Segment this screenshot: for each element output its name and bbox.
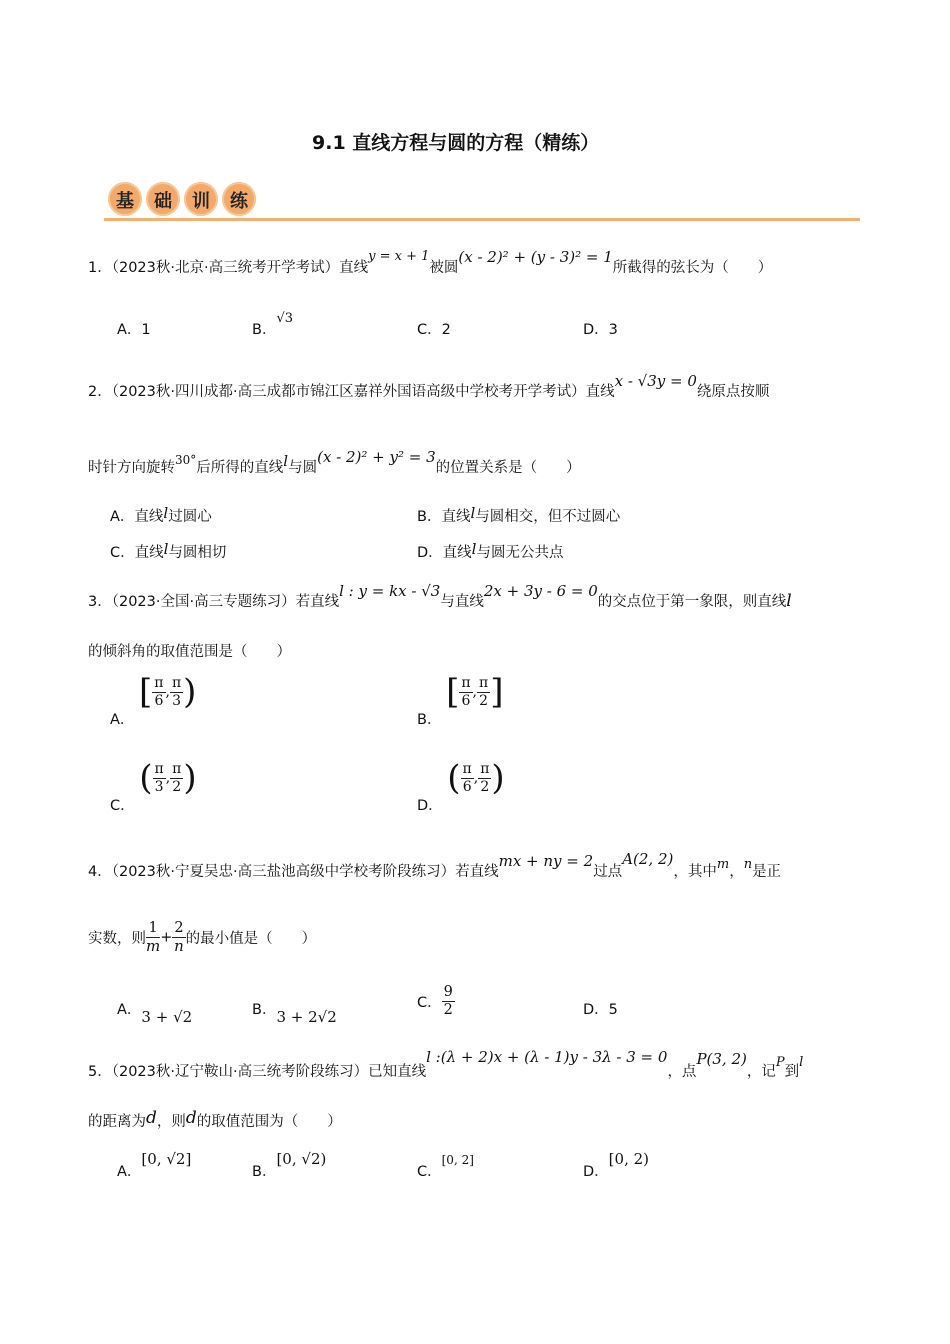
option-a[interactable] <box>110 672 197 728</box>
question-text: ，记 <box>746 1064 776 1080</box>
question-text: ，则 <box>156 1114 186 1130</box>
question-number: 5． <box>88 1064 112 1080</box>
line-equation: y = x + 1 <box>368 249 430 264</box>
fraction-denominator: 3 <box>154 778 164 795</box>
option-label: A． <box>117 1164 142 1180</box>
section-badge: 练 <box>222 182 256 216</box>
fraction <box>442 984 455 1019</box>
bracket: ] <box>490 672 504 712</box>
option-b[interactable] <box>252 311 294 339</box>
circle-equation: (x - 2)² + (y - 3)² = 1 <box>458 248 613 266</box>
option-c[interactable] <box>110 541 226 562</box>
bracket: ( <box>447 758 461 798</box>
option-label: A． <box>117 1002 142 1018</box>
option-label: C． <box>110 798 135 814</box>
fraction <box>146 920 160 955</box>
question-number: 3． <box>88 594 112 610</box>
question-source: （2023秋·宁夏吴忠·高三盐池高级中学校考阶段练习）若直线 <box>111 864 499 880</box>
option-value: 2 <box>441 322 451 338</box>
question-text: ， <box>729 864 744 880</box>
option-c[interactable] <box>417 318 451 339</box>
fraction-numerator: π <box>461 674 471 691</box>
fraction-numerator: π <box>171 674 182 691</box>
option-label: C． <box>417 1164 442 1180</box>
question-text: 与直线 <box>440 594 484 610</box>
option-c[interactable] <box>417 1153 474 1181</box>
section-divider <box>104 218 860 221</box>
question-1 <box>88 248 773 277</box>
option-text: 与圆相切 <box>168 545 227 561</box>
question-text: ，其中 <box>673 864 717 880</box>
fraction-numerator: π <box>172 760 182 777</box>
option-d[interactable] <box>417 541 563 562</box>
variable: d <box>146 1108 157 1128</box>
fraction-denominator: 6 <box>461 692 471 709</box>
option-label: A． <box>110 712 135 728</box>
question-source: （2023·全国·高三专题练习）若直线 <box>111 594 340 610</box>
option-value: 3 <box>608 322 618 338</box>
option-a[interactable] <box>117 318 151 339</box>
option-label: B． <box>252 322 277 338</box>
option-a[interactable] <box>117 1150 192 1181</box>
option-d[interactable] <box>583 318 618 339</box>
fraction-denominator: 6 <box>154 692 164 709</box>
option-value: 3 + √2 <box>141 1008 193 1026</box>
line-symbol: l <box>163 540 169 558</box>
question-text: 所截得的弦长为（ ） <box>612 260 773 276</box>
fraction-numerator: π <box>154 760 164 777</box>
question-source: （2023秋·辽宁鞍山·高三统考阶段练习）已知直线 <box>111 1064 427 1080</box>
line-symbol: l <box>471 540 477 558</box>
fraction-denominator: 2 <box>479 692 489 709</box>
fraction-denominator: 3 <box>172 692 182 709</box>
variable: n <box>743 857 753 872</box>
line-equation: x - √3y = 0 <box>614 372 697 390</box>
interval: ( $\frac{\pi}{6}$ , $\frac{\pi}{2}$ ) <box>447 758 505 798</box>
question-text: 是正 <box>752 864 782 880</box>
option-text: 直线 <box>441 509 471 525</box>
operator: + <box>160 929 173 946</box>
bracket: ) <box>491 758 505 798</box>
page-title: 9.1 直线方程与圆的方程（精练） <box>312 132 600 154</box>
interval: [ $\frac{\pi}{6}$ , $\frac{\pi}{3}$ ) <box>139 672 197 712</box>
fraction-denominator: 2 <box>172 778 182 795</box>
bracket: ) <box>183 672 197 712</box>
option-label: C． <box>417 322 442 338</box>
option-b[interactable] <box>252 1150 327 1181</box>
question-text: 时针方向旋转 <box>88 460 175 476</box>
bracket: ( <box>139 758 153 798</box>
question-text: 实数，则 <box>88 931 146 947</box>
question-4 <box>88 850 782 881</box>
angle: 30° <box>175 453 197 467</box>
fraction-numerator: π <box>480 760 490 777</box>
question-text: 后所得的直线 <box>196 460 284 476</box>
option-text: 过圆心 <box>168 509 212 525</box>
line-equation: 2x + 3y - 6 = 0 <box>483 582 598 600</box>
option-label: B． <box>252 1002 277 1018</box>
option-label: D． <box>583 1002 609 1018</box>
question-source: （2023秋·北京·高三统考开学考试）直线 <box>111 260 369 276</box>
question-text: 的距离为 <box>88 1114 146 1130</box>
option-text: 直线 <box>442 545 472 561</box>
option-label: B． <box>417 712 442 728</box>
option-text: 直线 <box>134 509 164 525</box>
option-label: A． <box>117 322 142 338</box>
option-text: 与圆无公共点 <box>476 545 564 561</box>
option-label: D． <box>417 545 443 561</box>
variable: m <box>716 857 730 872</box>
question-text: 与圆 <box>288 460 318 476</box>
option-c[interactable] <box>417 984 455 1019</box>
fraction-denominator: 6 <box>462 778 472 795</box>
bracket: ) <box>183 758 197 798</box>
bracket: [ <box>139 672 153 712</box>
option-a[interactable] <box>117 998 193 1026</box>
line-symbol: l <box>799 1055 804 1070</box>
option-d[interactable] <box>583 998 618 1019</box>
option-label: D． <box>583 322 609 338</box>
section-header <box>104 178 860 224</box>
interval: [ $\frac{\pi}{6}$ , $\frac{\pi}{2}$ ] <box>446 672 504 712</box>
option-label: C． <box>417 995 442 1011</box>
fraction-numerator: 9 <box>443 984 453 1000</box>
line-equation: mx + ny = 2 <box>498 852 594 870</box>
line-symbol: l <box>786 591 792 611</box>
option-label: D． <box>417 798 443 814</box>
fraction-denominator: n <box>174 937 184 955</box>
option-value: [0, √2] <box>141 1150 192 1168</box>
question-3-line-2: 的倾斜角的取值范围是（ ） <box>88 644 291 660</box>
question-text: 的交点位于第一象限，则直线 <box>597 594 787 610</box>
option-label: D． <box>583 1164 609 1180</box>
fraction <box>172 920 185 955</box>
option-value: 5 <box>608 1002 618 1018</box>
line-equation: l : y = kx - √3 <box>339 582 441 600</box>
option-label: B． <box>252 1164 277 1180</box>
section-badge: 训 <box>184 182 218 216</box>
question-source: （2023秋·四川成都·高三成都市锦江区嘉祥外国语高级中学校考开学考试）直线 <box>111 384 615 400</box>
fraction-denominator: 2 <box>443 1002 453 1018</box>
option-value: √3 <box>276 311 294 326</box>
option-d[interactable] <box>583 1150 649 1181</box>
section-badge: 础 <box>146 182 180 216</box>
option-label: B． <box>417 509 442 525</box>
line-symbol: l <box>470 504 476 522</box>
option-text: 与圆相交，但不过圆心 <box>475 509 621 525</box>
option-b[interactable] <box>417 505 620 526</box>
question-3 <box>88 582 792 611</box>
option-b[interactable] <box>417 672 504 728</box>
option-text: 直线 <box>134 545 164 561</box>
question-5-line-2 <box>88 1110 342 1131</box>
question-2-line-2 <box>88 448 581 477</box>
question-text: 绕原点按顺 <box>696 384 770 400</box>
question-text: 被圆 <box>429 260 459 276</box>
question-number: 4． <box>88 864 112 880</box>
option-value: [0, 2] <box>441 1153 474 1167</box>
question-number: 2． <box>88 384 112 400</box>
option-c[interactable] <box>110 758 197 814</box>
fraction-numerator: 1 <box>146 920 160 938</box>
variable: P <box>775 1055 785 1070</box>
option-value: 1 <box>141 322 151 338</box>
option-label: A． <box>110 509 135 525</box>
question-text: 过点 <box>593 864 623 880</box>
fraction-numerator: π <box>478 674 489 691</box>
question-text: 的位置关系是（ ） <box>435 460 581 476</box>
option-d[interactable] <box>417 758 505 814</box>
point: P(3, 2) <box>696 1050 747 1068</box>
question-5 <box>88 1048 804 1081</box>
option-label: C． <box>110 545 135 561</box>
point: A(2, 2) <box>622 850 674 868</box>
option-value: [0, √2) <box>276 1150 327 1168</box>
line-symbol: l <box>283 452 289 470</box>
question-text: ，点 <box>667 1064 697 1080</box>
fraction-numerator: π <box>462 760 472 777</box>
fraction-numerator: 2 <box>174 920 184 936</box>
question-text: 的最小值是（ ） <box>185 931 317 947</box>
line-equation: l :(λ + 2)x + (λ - 1)y - 3λ - 3 = 0 <box>426 1048 668 1066</box>
option-a[interactable] <box>110 505 212 526</box>
question-4-line-2 <box>88 920 316 955</box>
question-number: 1． <box>88 260 112 276</box>
line-symbol: l <box>163 504 169 522</box>
option-value: 3 + 2√2 <box>276 1008 337 1026</box>
question-text: 的取值范围为（ ） <box>196 1114 342 1130</box>
fraction-denominator: m <box>146 937 161 955</box>
fraction-denominator: 2 <box>480 778 490 795</box>
question-text: 到 <box>784 1064 800 1080</box>
fraction-numerator: π <box>154 674 164 691</box>
circle-equation: (x - 2)² + y² = 3 <box>317 448 436 466</box>
option-b[interactable] <box>252 998 337 1026</box>
interval: ( $\frac{\pi}{3}$ , $\frac{\pi}{2}$ ) <box>139 758 197 798</box>
question-2 <box>88 372 770 401</box>
variable: d <box>185 1108 197 1128</box>
bracket: [ <box>446 672 460 712</box>
section-badge: 基 <box>108 182 142 216</box>
option-value: [0, 2) <box>608 1150 649 1168</box>
